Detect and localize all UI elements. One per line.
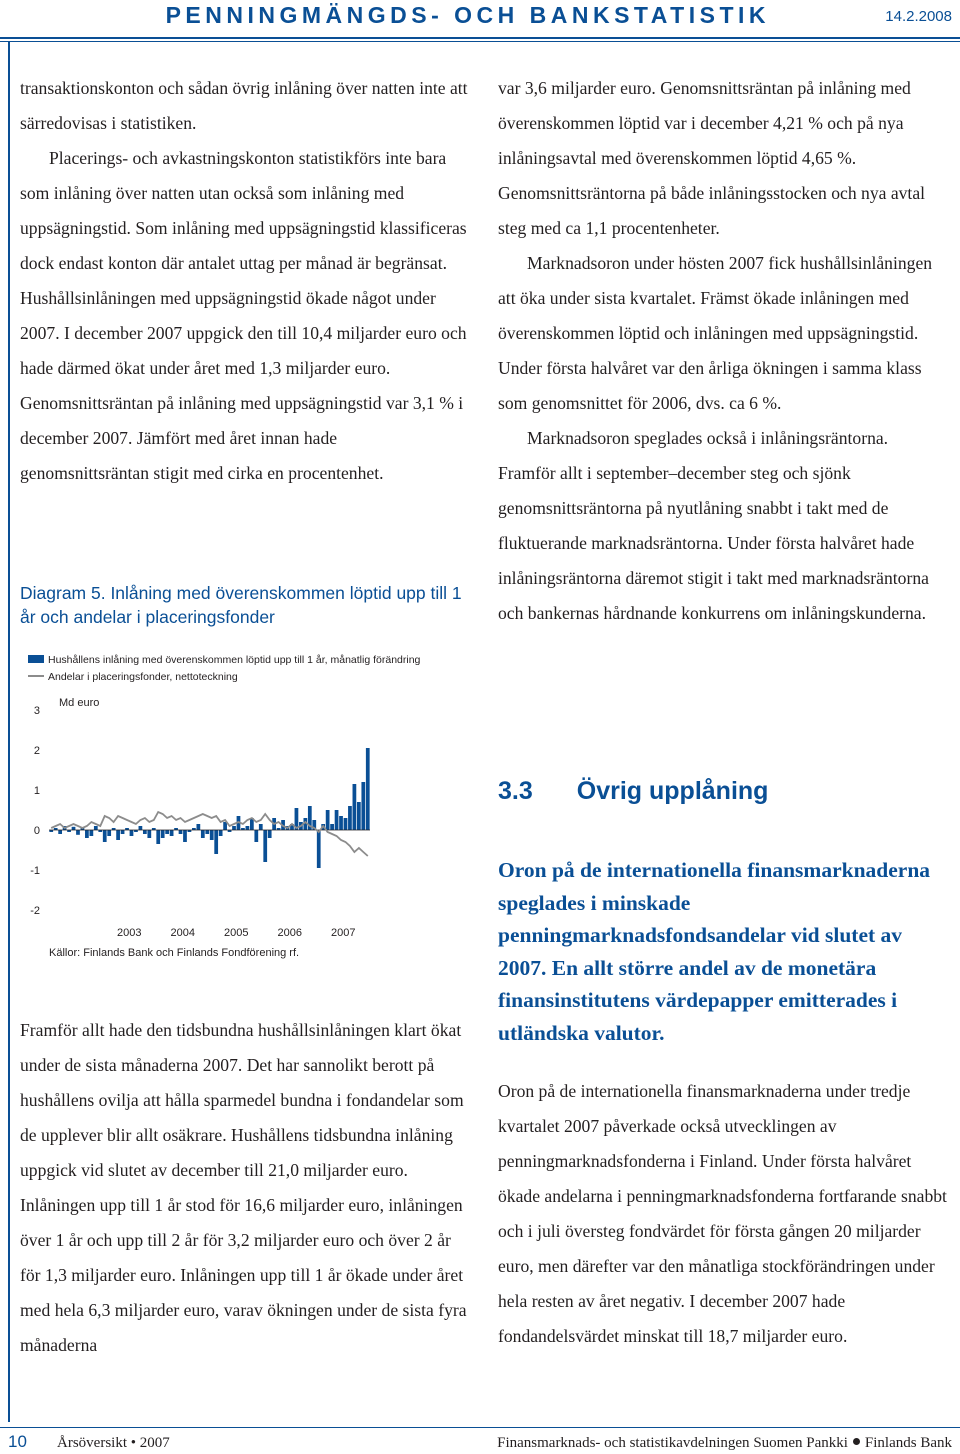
x-axis <box>117 927 355 939</box>
running-title: PENNINGMÄNGDS- OCH BANKSTATISTIK <box>165 2 770 28</box>
diagram-title: Diagram 5. Inlåning med överenskommen löptid upp till 1 år och andelar i placeringsfonder <box>20 583 462 627</box>
x-tick-label: 2005 <box>224 927 249 939</box>
header-date: 14.2.2008 <box>885 8 952 25</box>
page-header <box>0 0 960 40</box>
legend-label-bars: Hushållens inlåning med överenskommen löptid upp till 1 år, månatlig förändring <box>48 654 421 666</box>
x-tick-label: 2007 <box>331 927 356 939</box>
bar <box>121 830 125 834</box>
bar <box>196 824 200 830</box>
bar <box>210 830 214 840</box>
bar <box>130 830 134 836</box>
paragraph: Marknadsoron under hösten 2007 fick hushållsinlåningen att öka under sista kvartalet. Främst ökade inlåningen med överenskommen löptid och inlåningen med uppsägningstid. Under första halvåret var den årliga ökningen i samma klass som genomsnittet för 2006, dvs. ca 6 %. <box>498 253 933 413</box>
section-title: Övrig upplåning <box>576 777 769 805</box>
bar <box>165 830 169 834</box>
bar <box>107 830 111 836</box>
paragraph: transaktionskonton och sådan övrig inlåning över natten inte att särredovisas i statistiken. <box>20 78 468 133</box>
bar <box>179 830 183 834</box>
org-en: Finlands Bank <box>864 1435 952 1451</box>
paragraph: Oron på de internationella finansmarknaderna under tredje kvartalet 2007 påverkade också utvecklingen av penningmarknadsfonderna i Finland. Under första halvåret ökade andelarna i penningmarknadsfonderna fortfarande snabbt och i juli översteg fondvärdet för första gången 20 miljarder euro, men därefter var den månatliga stockförändringen under hela resten av året negativ. I december 2007 hade fondandelsvärdet minskat till 18,7 miljarder euro. <box>498 1081 947 1346</box>
bar <box>76 830 80 835</box>
bar <box>326 810 330 830</box>
bar <box>317 830 321 868</box>
y-axis <box>30 697 99 917</box>
chart-source: Källor: Finlands Bank och Finlands Fondförening rf. <box>49 947 300 959</box>
y-axis-unit: Md euro <box>59 697 100 709</box>
bar <box>232 826 236 830</box>
right-column-top <box>498 71 948 631</box>
diagram-5-chart <box>20 640 460 945</box>
bar <box>335 810 339 830</box>
bar <box>214 830 218 854</box>
header-rule <box>0 37 960 39</box>
lead-paragraph: Oron på de internationella finansmarknaderna speglades i minskade penningmarknadsfondsandelar vid slutet av 2007. En allt större andel av de monetära finansinstitutens värdepapper emitterades i utländska valutor. <box>498 858 931 1045</box>
chart-legend <box>28 654 421 683</box>
bar <box>85 830 89 838</box>
bar <box>58 830 62 834</box>
bar <box>139 826 143 830</box>
bar <box>348 806 352 830</box>
publication-name: Årsöversikt • 2007 <box>57 1435 170 1451</box>
org-fi: Suomen Pankki <box>753 1435 848 1451</box>
bar <box>353 784 357 830</box>
bar <box>156 830 160 844</box>
bar <box>116 830 120 840</box>
bar <box>263 830 267 862</box>
bar <box>254 830 258 842</box>
bar <box>147 830 151 838</box>
bar <box>330 824 334 830</box>
y-tick-label: 1 <box>33 785 40 797</box>
paragraph: Placerings- och avkastningskonton statistikförs inte bara som inlåning över natten utan också som inlåning med uppsägningstid. Som inlåning med uppsägningstid klassificeras dock endast konton där antalet uttag per månad är begränsat. Hushållsinlåningen med uppsägningstid ökade något under 2007. I december 2007 uppgick den till 10,4 miljarder euro och hade därmed ökat under året med 1,3 miljarder euro. Genomsnittsräntan på inlåning med uppsägningstid var 3,1 % i december 2007. Jämfört med året innan hade genomsnittsräntan stigit med cirka en procentenhet. <box>20 148 467 483</box>
bar <box>94 826 98 830</box>
y-tick-label: 2 <box>33 745 40 757</box>
x-tick-label: 2006 <box>277 927 302 939</box>
bar <box>361 782 365 830</box>
left-column-bottom <box>20 1013 470 1363</box>
legend-label-line: Andelar i placeringsfonder, nettoteckning <box>48 671 238 683</box>
bullet-icon <box>853 1438 860 1445</box>
y-tick-label: 3 <box>33 705 40 717</box>
bar <box>143 830 147 834</box>
left-margin-rule <box>8 42 10 1422</box>
footer-rule <box>0 1427 960 1428</box>
page-number: 10 <box>8 1432 27 1451</box>
bar <box>170 830 174 836</box>
bar <box>246 826 250 830</box>
x-tick-label: 2003 <box>117 927 142 939</box>
section-heading <box>498 777 768 806</box>
bar <box>89 830 93 836</box>
bar <box>201 830 205 838</box>
legend-swatch-bars <box>28 655 44 663</box>
bar-series <box>49 748 370 868</box>
left-column-top <box>20 71 470 491</box>
y-tick-label: -1 <box>30 865 40 877</box>
bar <box>103 830 107 842</box>
y-tick-label: 0 <box>33 825 40 837</box>
right-column-bottom <box>498 1074 948 1354</box>
bar <box>259 824 263 830</box>
paragraph: var 3,6 miljarder euro. Genomsnittsräntan på inlåning med överenskommen löptid var i december 4,21 % och på nya inlåningsavtal med överenskommen löptid 4,65 %. Genomsnittsräntorna på både inlåningsstocken och nya avtal steg med ca 1,1 procentenheter. <box>498 78 926 238</box>
bar <box>219 830 223 836</box>
bar <box>72 827 76 830</box>
bar <box>161 830 165 838</box>
bar <box>339 816 343 830</box>
footer-credits <box>497 1435 952 1452</box>
x-tick-label: 2004 <box>170 927 195 939</box>
header-rule-thin <box>0 41 960 42</box>
y-tick-label: -2 <box>30 905 40 917</box>
paragraph: Framför allt hade den tidsbundna hushållsinlåningen klart ökat under de sista månaderna 2007. Det har sannolikt berott på hushållens ovilja att hålla sparmedel bundna i fondandelar som de upplever blir allt osäkrare. Hushållens tidsbundna inlåning uppgick vid slutet av december till 21,0 miljarder euro. Inlåningen upp till 1 år stod för 16,6 miljarder euro, inlåningen över 1 år och upp till 2 år för 3,2 miljarder euro och över 2 år för 1,3 miljarder euro. Inlåningen upp till 1 år ökade under året med hela 6,3 miljarder euro, varav ökningen under de sista fyra månaderna <box>20 1020 467 1355</box>
section-number: 3.3 <box>498 777 533 805</box>
bar <box>344 818 348 830</box>
bar <box>183 830 187 842</box>
bar <box>357 802 361 830</box>
department-name: Finansmarknads- och statistikavdelningen <box>497 1435 750 1451</box>
bar <box>366 748 370 830</box>
bar <box>268 830 272 838</box>
paragraph: Marknadsoron speglades också i inlåningsräntorna. Framför allt i september–december steg och sjönk genomsnittsräntorna på nyutlåning snabbt i takt med de fluktuerande marknadsräntorna. Under första halvåret hade inlåningsräntorna däremot stigit i takt med marknadsräntorna och bankernas hårdnande konkurrens om inlåningskunderna. <box>498 428 929 623</box>
bar <box>205 830 209 834</box>
